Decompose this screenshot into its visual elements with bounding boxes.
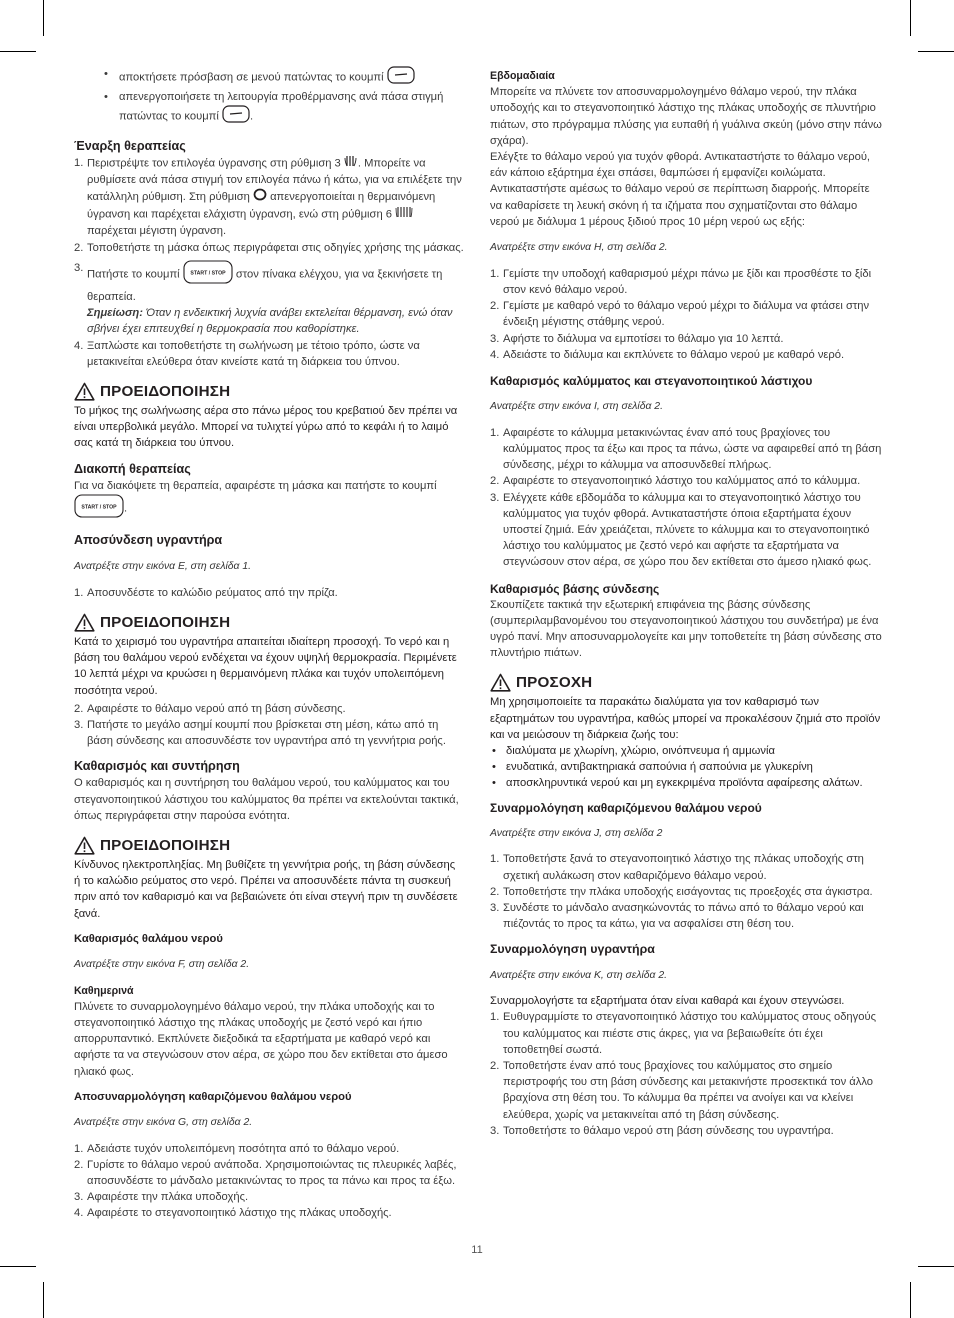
warning-triangle-icon [74, 836, 95, 855]
list-item: 3. Αφαιρέστε την πλάκα υποδοχής. [74, 1191, 249, 1204]
note-label: Σημείωση: [87, 307, 143, 320]
weekly-text-2: Ελέγξτε το θάλαμο νερού για τυχόν φθορά. Αντικαταστήστε το θάλαμο νερού, εάν κάποιο εξάρτημα έχει σπάσει, θαμπώσει ή εμφανίζει κοιλώματα. Αντικαταστήστε αμέσως το θάλαμο νερού σε περίπτωση διαρροής. Μπορείτε να καθαρίσετε τη λευκή σκόνη ή τα ιζήματα που σχηματίζονται στο θάλαμο νερού με διάλυμα 1 μέρους ξιδιού προς 10 μέρη νερού ως εξής: [490, 151, 871, 228]
list-item: • ενυδατικά, αντιβακτηριακά σαπούνια ή σαπούνια με γλυκερίνη [490, 759, 882, 775]
figure-reference: Ανατρέξτε στην εικόνα F, στη σελίδα 2. [74, 959, 250, 971]
disconnect-steps-more [74, 701, 464, 750]
list-item: 3. Αφήστε το διάλυμα να εμποτίσει το θάλαμο για 10 λεπτά. [490, 332, 784, 345]
list-item: • απενεργοποιήσετε τη λειτουργία προθέρμανσης ανά πάσα στιγμή πατώντας το κουμπί . [74, 89, 464, 128]
crop-mark [918, 51, 954, 52]
warning-title: ΠΡΟΕΙΔΟΠΟΙΗΣΗ [100, 383, 231, 401]
subsection-heading: Συναρμολόγηση υγραντήρα [490, 942, 655, 957]
lid-steps [490, 425, 882, 571]
list-item: • αποκτήσετε πρόσβαση σε μενού πατώντας το κουμπί [74, 66, 464, 89]
section-heading: Καθαρισμός και συντήρηση [74, 759, 240, 774]
subsection-heading: Καθαρισμός θαλάμου νερού [74, 932, 223, 945]
list-item: 3. Ελέγχετε κάθε εβδομάδα το κάλυμμα και το στεγανοποιητικό λάστιχο του καλύμματος για τυχόν φθορά. Αντικαταστήστε όποια εξαρτήματα έχουν υποστεί ζημιά. Εάν χρειάζεται, πλύνετε το κάλυμμα και το στεγανοποιητικό λάστιχο του καλύμματος με ζεστό νερό και αφήστε τα εξαρτήματα να στεγνώσουν στον αέρα, σε χώρο που δεν εκτίθεται στο άμεσο ηλιακό φως. [490, 491, 872, 569]
section-heading: Διακοπή θεραπείας [74, 461, 191, 476]
assembly-steps [490, 1009, 882, 1139]
start-stop-button-icon [183, 260, 233, 289]
off-circle-icon [253, 188, 267, 206]
list-item: 1. Ευθυγραμμίστε το στεγανοποιητικό λάστιχο του καλύμματος στους οδηγούς του καλύμματος και πιέστε στις άκρες, για να βεβαιωθείτε ότι έχει τοποθετηθεί σωστά. [490, 1011, 876, 1056]
caution-box [490, 673, 882, 692]
base-text: Σκουπίζετε τακτικά την εξωτερική επιφάνεια της βάσης σύνδεσης (συμπεριλαμβανομένου του στεγανοποιητικού λάστιχου του συνδετήρα) με ένα υγρό πανί. Μην αποσυναρμολογείτε και μην τοποθετείτε τη βάση σύνδεσης στο πλυντήριο πιάτων. [490, 598, 882, 660]
caution-bullets [490, 743, 882, 792]
warning-triangle-icon [490, 673, 511, 692]
crop-mark [43, 1282, 44, 1318]
left-column [74, 66, 464, 1222]
list-item: 4. Αφαιρέστε το στεγανοποιητικό λάστιχο της πλάκας υποδοχής. [74, 1207, 392, 1220]
list-item: 3. Τοποθετήστε το θάλαμο νερού στη βάση σύνδεσης του υγραντήρα. [490, 1124, 834, 1137]
disconnect-steps [74, 585, 464, 601]
start-steps [74, 155, 464, 370]
warning-text: Το μήκος της σωλήνωσης αέρα στο πάνω μέρος του κρεβατιού δεν πρέπει να είναι υπερβολικά μεγάλο. Μπορεί να τυλιχτεί γύρω από το κεφάλι ή το λαιμό σας κατά τη διάρκεια του ύπνου. [74, 405, 458, 450]
list-item: 3. Συνδέστε το μάνδαλο ανασηκώνοντάς το πάνω από το θάλαμο νερού και πιέζοντάς το προς τα κάτω, για να ασφαλίσει στη θέση του. [490, 902, 864, 931]
crop-mark [43, 0, 44, 36]
warning-box [74, 382, 464, 401]
crop-mark [910, 1282, 911, 1318]
list-item: 1. Αφαιρέστε το κάλυμμα μετακινώντας έναν από τους βραχίονες του καλύμματος προς τα έξω και προς τα πάνω, ώστε να αφαιρεθεί από τη βάση σύνδεσης, μέχρι το κάλυμμα να αποσυνδεθεί πλήρως. [490, 426, 882, 472]
menu-button-icon [222, 105, 250, 128]
reassembly-steps [490, 851, 882, 932]
stop-text: Για να διακόψετε τη θεραπεία, αφαιρέστε τη μάσκα και πατήστε το κουμπί START / STOP . [74, 478, 464, 523]
list-item: 1. Γεμίστε την υποδοχή καθαρισμού μέχρι πάνω με ξίδι και προσθέστε το ξίδι στον κενό θάλαμο νερού. [490, 267, 872, 297]
list-item: 3. Πατήστε το κουμπί START / STOP στον πίνακα ελέγχου, για να ξεκινήσετε τη θεραπεία. Σημείωση: Όταν η ενδεικτική λυχνία ανάβει εκτελείται θέρμανση, ενώ όταν σβήνει έχει επιτευχθεί η θερμοκρασία που καθορίστηκε. [74, 261, 453, 336]
page-number: 11 [471, 1244, 483, 1256]
disassembly-steps [74, 1141, 464, 1222]
caution-text: Μη χρησιμοποιείτε τα παρακάτω διαλύματα για τον καθαρισμό των εξαρτημάτων του υγραντήρα, καθώς μπορεί να προκαλέσουν ζημιά στο προϊόν και να μειώσουν τη διάρκεια ζωής του: [490, 696, 881, 741]
list-item: • αποσκληρυντικά νερού και μη εγκεκριμένα προϊόντα αφαίρεσης αλάτων. [490, 775, 882, 791]
subsection-heading: Αποσυναρμολόγηση καθαριζόμενου θαλάμου νερού [74, 1090, 352, 1103]
crop-mark [918, 1266, 954, 1267]
list-item: 3. Πατήστε το μεγάλο ασημί κουμπί που βρίσκεται στη μέση, κάτω από τη βάση σύνδεσης και αποσυνδέστε τον υγραντήρα από τη γεννήτρια ροής. [74, 719, 446, 748]
daily-label: Καθημερινά [74, 984, 134, 997]
list-item: 1. Τοποθετήστε ξανά το στεγανοποιητικό λάστιχο της πλάκας υποδοχής στη σχετική αυλάκωση στον καθαριζόμενο θάλαμο νερού. [490, 853, 864, 882]
list-item: 1. Αδειάστε τυχόν υπολειπόμενη ποσότητα από το θάλαμο νερού. [74, 1142, 400, 1155]
weekly-text: Μπορείτε να πλύνετε τον αποσυναρμολογημένο θάλαμο νερού, την πλάκα υποδοχής και το στεγανοποιητικό λάστιχο της πλάκας υποδοχής σε πλυντήριο πιάτων, στο πρόγραμμα πλύσης για ευπαθή ή γυάλινα σκεύη (μόνο στην πάνω σχάρα). [490, 86, 882, 147]
list-item: 1. Περιστρέψτε τον επιλογέα ύγρανσης στη ρύθμιση 3 . Μπορείτε να ρυθμίσετε ανά πάσα στιγμή τον επιλογέα πάνω ή κάτω, για να επιλέξετε την κατάλληλη ρύθμιση. Στη ρύθμιση απενεργοποιείται η θερμαινόμενη ύγρανση και παρέχεται ελάχιστη ύγρανση, ενώ στη ρύθμιση 6 παρέχεται μέγιστη ύγρανση. [74, 156, 462, 238]
menu-button-icon [387, 66, 415, 89]
warning-triangle-icon [74, 382, 95, 401]
warning-title: ΠΡΟΕΙΔΟΠΟΙΗΣΗ [100, 614, 231, 632]
warning-box [74, 836, 464, 855]
humidity-max-icon [395, 206, 413, 223]
warning-triangle-icon [74, 613, 95, 632]
crop-mark [0, 51, 36, 52]
weekly-steps [490, 266, 882, 363]
cleaning-text: Ο καθαρισμός και η συντήρηση του θαλάμου νερού, του καλύμματος και του στεγανοποιητικού λάστιχου του καλύμματος θα πρέπει να εκτελούνται τακτικά, όπως περιγράφεται στην παρούσα ενότητα. [74, 777, 459, 822]
list-item: 2. Γυρίστε το θάλαμο νερού ανάποδα. Χρησιμοποιώντας τις πλευρικές λαβές, αποσυνδέστε το μάνδαλο μετακινώντας το προς τα πάνω και προς τα έξω. [74, 1158, 457, 1188]
list-item: 4. Αδειάστε το διάλυμα και εκπλύνετε το θάλαμο νερού με καθαρό νερό. [490, 348, 845, 361]
start-stop-label: START / STOP [190, 270, 226, 277]
start-stop-label: START / STOP [81, 504, 117, 511]
figure-reference: Ανατρέξτε στην εικόνα G, στη σελίδα 2. [74, 1117, 253, 1129]
list-item: 2. Γεμίστε με καθαρό νερό το θάλαμο νερού μέχρι το διάλυμα να φτάσει στην ένδειξη μέγιστης στάθμης νερού. [490, 300, 870, 329]
section-heading: Έναρξη θεραπείας [74, 138, 186, 153]
crop-mark [0, 1266, 36, 1267]
warning-text: Κίνδυνος ηλεκτροπληξίας. Μη βυθίζετε τη γεννήτρια ροής, τη βάση σύνδεσης ή το καλώδιο ρεύματος στο νερό. Πρέπει να αποσυνδέετε πάντα τη συσκευή πριν από τον καθαρισμό και να βεβαιώνετε ότι είναι στεγνή πριν τη συνδέσετε ξανά. [74, 859, 458, 920]
warning-text: Κατά το χειρισμό του υγραντήρα απαιτείται ιδιαίτερη προσοχή. Το νερό και η βάση του θαλάμου νερού ενδέχεται να έχουν υψηλή θερμοκρασία. Περιμένετε 10 λεπτά μέχρι να κρυώσει η θερμαινόμενη πλάκα και τυχόν υπολειπόμενη ποσότητα νερού. [74, 636, 457, 697]
warning-box [74, 613, 464, 632]
assembly-intro: Συναρμολογήστε τα εξαρτήματα όταν είναι καθαρά και έχουν στεγνώσει. [490, 995, 845, 1008]
list-item: 1. Αποσυνδέστε το καλώδιο ρεύματος από την πρίζα. [74, 586, 338, 599]
list-item: • διαλύματα με χλωρίνη, χλώριο, οινόπνευμα ή αμμωνία [490, 743, 882, 759]
figure-reference: Ανατρέξτε στην εικόνα E, στη σελίδα 1. [74, 561, 252, 573]
crop-mark [910, 0, 911, 36]
weekly-label: Εβδομαδιαία [490, 70, 555, 82]
figure-reference: Ανατρέξτε στην εικόνα H, στη σελίδα 2. [490, 242, 668, 254]
subsection-heading: Καθαρισμός καλύμματος και στεγανοποιητικού λάστιχου [490, 374, 813, 389]
humidity-level-icon [344, 155, 358, 172]
daily-text: Πλύνετε το συναρμολογημένο θάλαμο νερού, την πλάκα υποδοχής και το στεγανοποιητικό λάστιχο της πλάκας υποδοχής με ζεστό νερό και ήπιο απορρυπαντικό. Εκπλύνετε διεξοδικά τα εξαρτήματα με καθαρό νερό και αφήστε τα να στεγνώσουν στον αέρα, σε χώρο που δεν εκτίθεται στο άμεσο ηλιακό φως. [74, 1000, 448, 1078]
start-stop-button-icon [74, 494, 124, 523]
figure-reference: Ανατρέξτε στην εικόνα K, στη σελίδα 2. [490, 969, 668, 981]
figure-reference: Ανατρέξτε στην εικόνα I, στη σελίδα 2. [490, 401, 663, 413]
section-heading: Αποσύνδεση υγραντήρα [74, 533, 223, 548]
list-item: 2. Τοποθετήστε την πλάκα υποδοχής εισάγοντας τις προεξοχές στα άγκιστρα. [490, 885, 873, 898]
list-item: 2. Τοποθετήστε έναν από τους βραχίονες του καλύμματος στο σημείο περιστροφής του στη βάση σύνδεσης και μετακινήστε προσεκτικά τον άλλο βραχίονα στη θέση του. Το κάλυμμα θα πρέπει να ανοίγει και να κλείνει ελεύθερα, χωρίς να μετακινείται από τη βάση σύνδεσης. [490, 1060, 874, 1121]
warning-title: ΠΡΟΕΙΔΟΠΟΙΗΣΗ [100, 837, 231, 855]
list-item: 2. Τοποθετήστε τη μάσκα όπως περιγράφεται στις οδηγίες χρήσης της μάσκας. [74, 241, 464, 254]
caution-title: ΠΡΟΣΟΧΗ [516, 674, 593, 692]
subsection-heading: Συναρμολόγηση καθαριζόμενου θαλάμου νερού [490, 800, 762, 815]
subsection-heading: Καθαρισμός βάσης σύνδεσης [490, 581, 660, 596]
list-item: 4. Ξαπλώστε και τοποθετήστε τη σωλήνωση με τέτοιο τρόπο, ώστε να μετακινείται ελεύθερα όταν κινείστε κατά τη διάρκεια του ύπνου. [74, 339, 420, 368]
list-item: 2. Αφαιρέστε το θάλαμο νερού από τη βάση σύνδεσης. [74, 702, 346, 715]
right-column [490, 66, 882, 1139]
list-item: 2. Αφαιρέστε το στεγανοποιητικό λάστιχο του καλύμματος από το κάλυμμα. [490, 475, 861, 488]
figure-reference: Ανατρέξτε στην εικόνα J, στη σελίδα 2 [490, 828, 663, 840]
top-bullets [74, 66, 464, 129]
